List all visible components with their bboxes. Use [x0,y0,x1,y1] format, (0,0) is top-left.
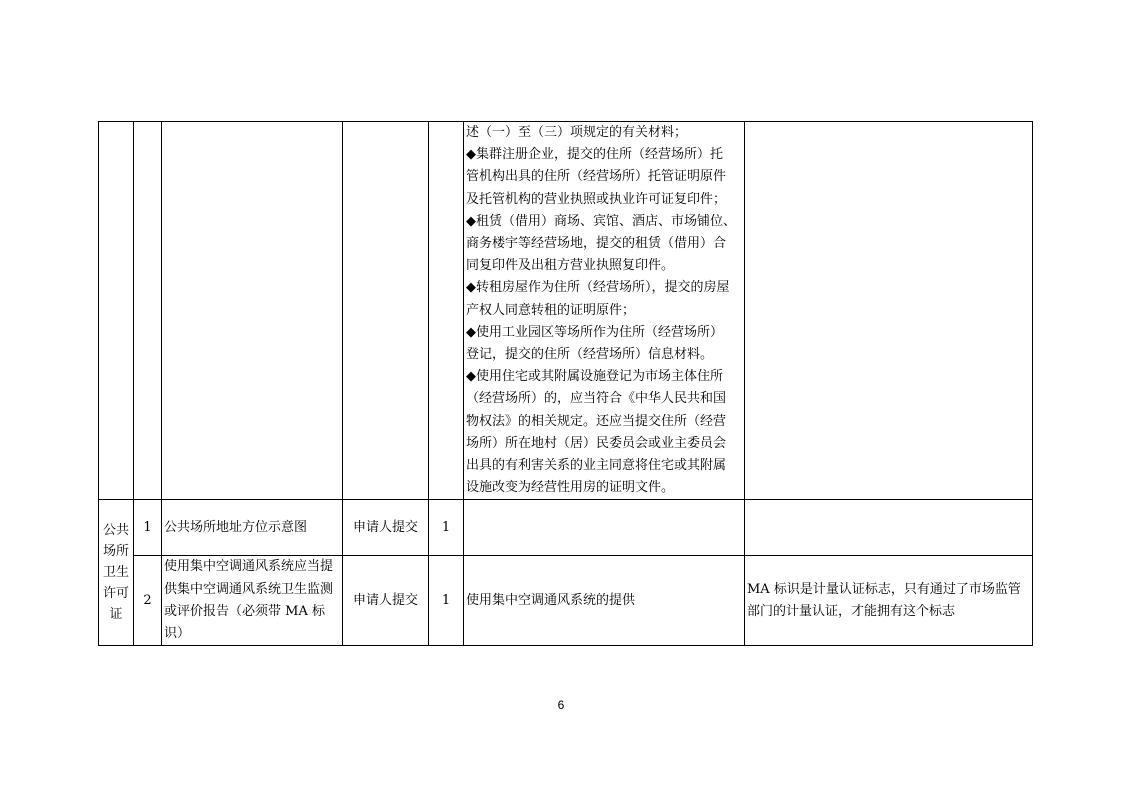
source-cell-empty [343,122,429,500]
material-name-cell-empty [162,122,343,500]
material-requirement-line: （经营场所）的，应当符合《中华人民共和国 [466,391,727,407]
material-requirement: 使用集中空调通风系统的提供 [464,556,745,646]
material-requirement-line: ◆租赁（借用）商场、宾馆、酒店、市场铺位、 [466,213,736,229]
material-requirement-line: 物权法》的相关规定。还应当提交住所（经营 [466,413,727,429]
material-requirement-line: 场所）所在地村（居）民委员会或业主委员会 [466,435,727,451]
material-note [745,500,1033,556]
material-name: 使用集中空调通风系统应当提供集中空调通风系统卫生监测或评价报告（必须带 MA 标识） [162,556,343,646]
material-requirement-line: ◆集群注册企业，提交的住所（经营场所）托 [466,147,723,163]
material-requirement-line: 商务楼宇等经营场地，提交的租赁（借用）合 [466,236,727,252]
material-requirement-line: 同复印件及出租方营业执照复印件。 [466,258,675,274]
category-cell-empty [99,122,134,500]
material-requirement-line: ◆使用工业园区等场所作为住所（经营场所） [466,324,723,340]
continuation-row [99,122,1033,500]
material-requirement-line: 登记，提交的住所（经营场所）信息材料。 [466,347,714,363]
material-name: 公共场所地址方位示意图 [162,500,343,556]
page-number: 6 [557,698,565,712]
material-requirement-line: 出具的有利害关系的业主同意将住宅或其附属 [466,458,727,474]
material-requirements-cell [464,122,745,500]
material-source: 申请人提交 [343,556,429,646]
row-number: 1 [134,500,162,556]
copies-cell-empty [429,122,464,500]
note-cell-empty [745,122,1033,500]
category-cell: 公共场所卫生许可证 [99,500,134,646]
row-number: 2 [134,556,162,646]
material-requirement [464,500,745,556]
copies-count: 1 [429,500,464,556]
material-requirement-line: ◆使用住宅或其附属设施登记为市场主体住所 [466,369,723,385]
material-requirement-line: 及托管机构的营业执照或执业许可证复印件； [466,191,727,207]
copies-count: 1 [429,556,464,646]
material-requirement-line: 设施改变为经营性用房的证明文件。 [466,480,675,496]
material-requirement-line: 产权人同意转租的证明原件； [466,302,636,318]
material-requirement-line: ◆转租房屋作为住所（经营场所），提交的房屋 [466,280,730,296]
material-source: 申请人提交 [343,500,429,556]
materials-table [98,121,1033,646]
material-note: MA 标识是计量认证标志，只有通过了市场监管部门的计量认证，才能拥有这个标志 [745,556,1033,646]
material-requirement-line: 管机构出具的住所（经营场所）托管证明原件 [466,169,727,185]
table-row [99,500,1033,556]
number-cell-empty [134,122,162,500]
material-requirement-line: 述（一）至（三）项规定的有关材料； [466,125,688,140]
table-row [99,556,1033,646]
